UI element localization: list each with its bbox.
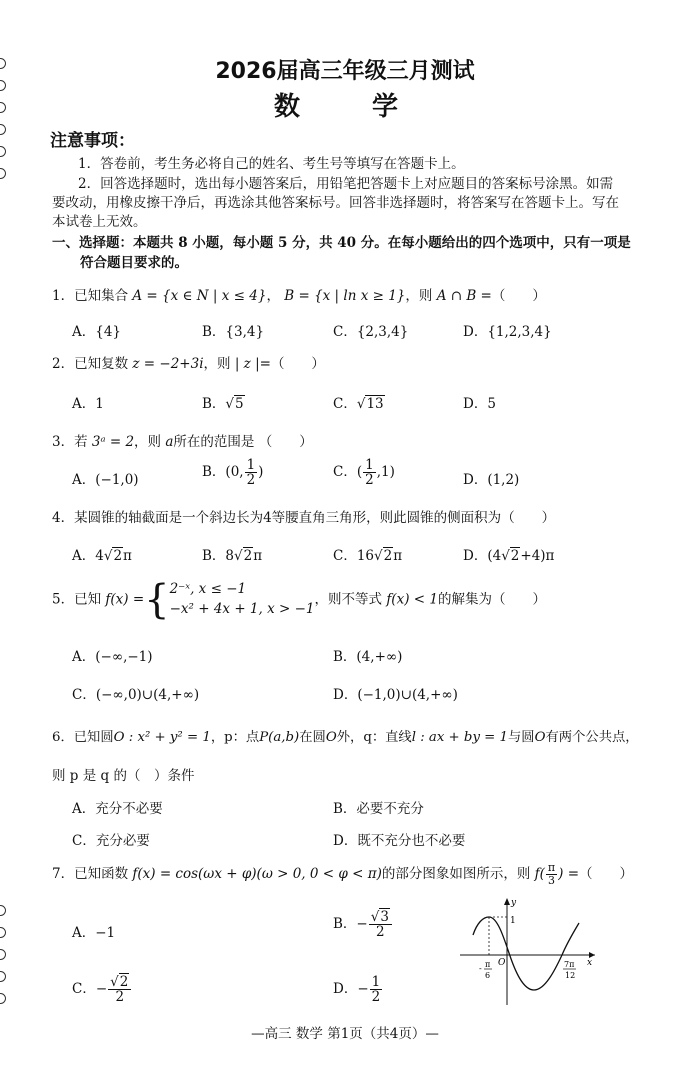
q6-option-a[interactable]: A．充分不必要: [72, 801, 163, 817]
denominator: 2: [115, 989, 125, 1006]
q4-option-c[interactable]: [333, 544, 402, 564]
q5-option-a[interactable]: A．(−∞,−1): [72, 649, 153, 665]
q6-option-c[interactable]: C．充分必要: [72, 833, 150, 849]
q3-var: a: [165, 434, 174, 450]
sqrt-icon: √: [501, 548, 510, 564]
q2-option-b-label: B．: [202, 396, 226, 412]
q5-option-d[interactable]: D．(−1,0)∪(4,+∞): [333, 687, 458, 703]
q1-pre: 已知集合: [74, 288, 129, 304]
numerator: 1: [365, 457, 374, 473]
q3-post2: 所在的范围是: [173, 434, 255, 450]
q7-ask-pre: f(: [534, 866, 545, 882]
q2-option-c-label: C．: [333, 396, 357, 412]
q2-option-a[interactable]: A．1: [72, 396, 104, 412]
fraction: [245, 458, 258, 487]
q2-option-d[interactable]: D．5: [463, 396, 496, 412]
q1-option-c[interactable]: C．{2,3,4}: [333, 324, 409, 340]
q4-option-a-tail: π: [123, 548, 132, 564]
q6-o2: O: [534, 730, 546, 745]
q1-expr: A ∩ B =: [436, 288, 492, 304]
q2-option-b-radicand: 5: [235, 396, 244, 412]
q3-option-c-label: C．: [333, 464, 357, 481]
binding-hole: [0, 993, 6, 1004]
q4-option-a[interactable]: [72, 544, 132, 564]
q7-pre: 已知函数: [74, 866, 129, 882]
q1-option-a[interactable]: A．{4}: [72, 324, 122, 340]
binding-hole: [0, 971, 6, 982]
numerator: π: [547, 861, 556, 875]
q6-line-2: 则 p 是 q 的（ ）条件: [52, 768, 195, 784]
q3-option-a[interactable]: A．(−1,0): [72, 472, 139, 488]
q4-paren: （ ）: [501, 510, 556, 526]
q3-post: ，则: [134, 434, 162, 450]
q4-option-a-label: A．4: [72, 548, 104, 564]
q5-pre: 已知: [74, 591, 102, 608]
q1-post: ，则: [405, 288, 433, 304]
notice-heading: 注意事项：: [50, 131, 135, 151]
q4-option-c-radicand: 2: [383, 548, 393, 564]
notice-line-1: 1．答卷前，考生务必将自己的姓名、考生号等填写在答题卡上。: [78, 156, 465, 172]
q7-option-c-label: C．−: [72, 981, 108, 998]
sqrt-icon: √: [110, 974, 119, 990]
y-axis-arrow-icon: [504, 898, 510, 905]
sqrt-icon: √: [103, 548, 113, 564]
q4-option-c-label: C．16: [333, 548, 375, 564]
q6-q2: 与圆: [508, 730, 535, 745]
question-3: [52, 430, 313, 450]
q3-option-c[interactable]: [333, 458, 395, 487]
q5-option-c[interactable]: C．(−∞,0)∪(4,+∞): [72, 687, 200, 703]
q4-option-b[interactable]: [202, 544, 262, 564]
q2-post: ，则: [203, 356, 231, 372]
q4-option-b-label: B．8: [202, 548, 235, 564]
q2-z: z = −2+3i: [132, 356, 204, 372]
q2-pre: 已知复数: [74, 356, 129, 372]
q7-ask-post: ) =: [558, 866, 580, 882]
subject-title: 数 学: [273, 92, 417, 122]
q7-option-b-label: B．−: [333, 916, 368, 933]
radicand: 2: [119, 974, 129, 990]
q3-option-c-close: ,1): [376, 464, 395, 481]
denominator: 2: [371, 989, 381, 1006]
q3-option-b-close: ): [258, 464, 264, 481]
q1-set-b: B = {x | ln x ≥ 1}: [284, 288, 406, 304]
q4-option-d-label: D．(4: [463, 548, 502, 564]
sqrt-icon: √: [225, 396, 235, 412]
q6-number: 6．: [52, 730, 74, 745]
q2-number: 2．: [52, 356, 75, 372]
q7-option-d[interactable]: [333, 975, 383, 1004]
q3-paren: （ ）: [258, 434, 313, 450]
section-heading: 一、选择题：本题共 8 小题，每小题 5 分，共 40 分。在每小题给出的四个选项中，只有一项是: [52, 235, 631, 251]
left-tick-den: 6: [485, 971, 491, 980]
binding-hole: [0, 949, 6, 960]
q2-option-b[interactable]: [202, 392, 245, 412]
q1-number: 1．: [52, 288, 75, 304]
q2-option-c[interactable]: [333, 392, 385, 412]
left-tick-num: π: [485, 960, 491, 969]
q1-sep: ，: [266, 288, 280, 304]
q4-option-a-radicand: 2: [113, 548, 123, 564]
page-footer: —高三 数学 第1页（共4页）—: [251, 1026, 439, 1042]
q3-number: 3．: [52, 434, 75, 450]
q5-post2: 的解集为: [437, 591, 492, 608]
q6-point: P(a,b): [259, 730, 300, 745]
q6-p: ，p：点: [210, 730, 260, 745]
y-tick-one: 1: [510, 916, 516, 926]
left-brace-icon: {: [144, 577, 170, 623]
right-tick-num: 7π: [564, 960, 575, 969]
q3-option-b-label: B．: [202, 464, 226, 481]
notice-line-3: 要改动，用橡皮擦干净后，再选涂其他答案标号。回答非选择题时，将答案写在答题卡上。写在: [52, 195, 619, 211]
q6-o: O: [325, 730, 337, 745]
y-label: y: [511, 898, 517, 908]
q7-option-d-label: D．−: [333, 981, 369, 998]
q2-abs: | z |=: [234, 356, 271, 372]
x-label: x: [587, 958, 593, 968]
question-7: [52, 862, 633, 887]
fraction: [546, 862, 557, 886]
q5-fx: f(x) =: [105, 591, 145, 608]
q6-option-d[interactable]: D．既不充分也不必要: [333, 833, 466, 849]
q5-case-1: 2⁻ˣ, x ≤ −1: [169, 581, 247, 598]
q6-q3: 有两个公共点，: [545, 730, 639, 745]
q2-paren: （ ）: [270, 356, 325, 372]
fraction: [108, 975, 131, 1004]
question-1: [52, 284, 546, 304]
sqrt-icon: √: [370, 909, 380, 925]
binding-hole: [0, 905, 6, 916]
denominator: 2: [246, 472, 256, 489]
q7-option-a[interactable]: A．−1: [72, 925, 116, 941]
q6-pre: 已知圆: [73, 730, 114, 745]
q4-option-d-radicand: 2: [510, 548, 520, 564]
section-heading-cont: 符合题目要求的。: [80, 255, 188, 271]
sqrt-icon: √: [356, 396, 366, 412]
q4-option-b-tail: π: [253, 548, 263, 564]
q3-option-b[interactable]: [202, 458, 263, 487]
q3-option-c-open: (: [356, 464, 363, 481]
exam-title: 2026届高三年级三月测试: [215, 59, 475, 84]
q4-option-c-tail: π: [393, 548, 403, 564]
q5-number: 5．: [52, 591, 75, 608]
q5-option-b[interactable]: B．(4,+∞): [333, 649, 403, 665]
binding-hole: [0, 927, 6, 938]
q2-option-c-radicand: 13: [366, 396, 384, 412]
q7-paren: （ ）: [579, 866, 634, 882]
q7-function-graph: [455, 895, 605, 1010]
q6-option-b[interactable]: B．必要不充分: [333, 801, 424, 817]
question-4: [52, 506, 555, 526]
q5-case-2: −x² + 4x + 1, x > −1: [169, 601, 315, 617]
numerator: 1: [246, 457, 256, 473]
notice-line-2: 2．回答选择题时，选出每小题答案后，用铅笔把答题卡上对应题目的答案标号涂黑。如需: [78, 176, 614, 192]
numerator: [369, 910, 392, 925]
q1-option-d[interactable]: D．{1,2,3,4}: [463, 324, 552, 340]
q7-number: 7．: [52, 866, 75, 882]
question-6: [52, 726, 639, 745]
right-tick-den: 12: [565, 971, 576, 980]
q3-option-b-open: (0,: [225, 464, 244, 481]
q5-paren: （ ）: [491, 591, 546, 608]
q4-option-d-tail: +4)π: [520, 548, 555, 564]
q7-fx: f(x) = cos(ωx + φ)(ω > 0, 0 < φ < π): [132, 866, 382, 882]
q5-ineq: f(x) < 1: [386, 591, 438, 608]
question-5: [52, 577, 546, 623]
denominator: 2: [376, 924, 385, 941]
q6-circle: O : x² + y² = 1: [113, 730, 211, 745]
q4-option-d[interactable]: [463, 544, 554, 564]
denominator: 3: [548, 874, 556, 887]
numerator: [108, 975, 131, 990]
notice-line-4: 本试卷上无效。: [52, 214, 147, 230]
binding-hole: [0, 168, 6, 179]
radicand: 3: [380, 909, 389, 925]
q5-post: ，则不等式: [314, 591, 383, 608]
q6-p3: 外，: [336, 730, 364, 745]
q7-option-b[interactable]: [333, 910, 393, 939]
q6-q: q：直线: [363, 730, 412, 745]
numerator: 1: [371, 974, 381, 990]
fraction: [369, 910, 392, 939]
q3-option-d[interactable]: D．(1,2): [463, 472, 520, 488]
question-2: [52, 352, 325, 372]
q4-option-b-radicand: 2: [243, 548, 253, 564]
q6-p2: 在圆: [299, 730, 326, 745]
denominator: 2: [365, 472, 374, 489]
q3-pre: 若: [74, 434, 88, 450]
q1-option-b[interactable]: B．{3,4}: [202, 324, 265, 340]
q4-text: 某圆锥的轴截面是一个斜边长为4等腰直角三角形，则此圆锥的侧面积为: [74, 510, 502, 526]
q1-paren: （ ）: [491, 288, 546, 304]
q7-option-c[interactable]: [72, 975, 132, 1004]
sqrt-icon: √: [234, 548, 243, 564]
left-tick-minus: -: [479, 964, 482, 973]
sqrt-icon: √: [374, 548, 383, 564]
q3-cond: 3ᵃ = 2: [91, 434, 135, 450]
binding-hole: [0, 124, 6, 135]
q4-number: 4．: [52, 510, 75, 526]
q7-post: 的部分图象如图所示，则: [381, 866, 531, 882]
fraction: [370, 975, 383, 1004]
fraction: [363, 458, 376, 487]
origin-label: O: [498, 958, 506, 968]
binding-hole: [0, 146, 6, 157]
q1-set-a: A = {x ∈ N | x ≤ 4}: [132, 288, 267, 304]
q5-piecewise: [170, 580, 315, 619]
q6-line: l : ax + by = 1: [411, 730, 509, 745]
